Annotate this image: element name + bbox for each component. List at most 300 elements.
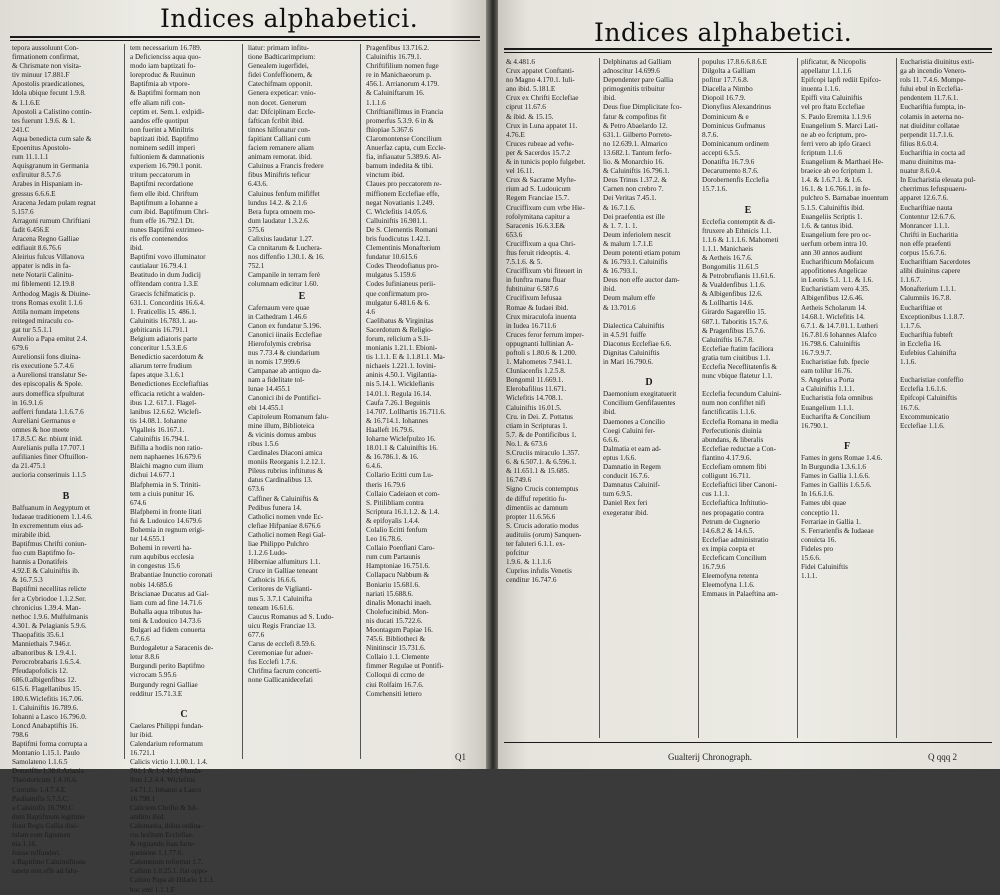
index-entry-line: populus 17.8.6.6.8.6.E — [702, 58, 767, 66]
index-entry-line: Theodoricum 1.4.16.6. — [12, 776, 78, 785]
index-entry-line: Chriftifilium nomen fuge — [366, 62, 439, 71]
index-entry-line: Ecclefia contemptit & di- — [702, 217, 776, 226]
index-entry-line: nos diffenfio 1.30.1. & 16. — [248, 253, 325, 262]
index-entry-line: Ferrariae in Gallia 1. — [801, 517, 861, 526]
index-entry-line: 1.9.6. & 1.1.1.6 — [506, 558, 552, 567]
index-entry-line: Dorobernenfis Ecclefia — [702, 176, 769, 185]
index-entry-line: 180.6.Wiclefitis 16.7.06. — [12, 694, 84, 703]
index-entry-line: 14.01.1. Regula 16.14. — [366, 389, 432, 398]
index-entry-line: tes fuerunt 1.9.6. & 1. — [12, 116, 76, 125]
index-entry-line: 1.1.1. — [801, 572, 818, 581]
index-entry-line: nariati 15.688.6. — [366, 589, 414, 598]
index-entry-line: Baptifmi vovo illuminator — [130, 253, 206, 262]
index-entry-line: Aurelianis pulla 17.707.1 — [12, 444, 86, 453]
index-entry-line: Eucharistiae fub. fpecie — [801, 358, 870, 367]
index-entry-line: Comrhensiti lettero — [366, 689, 422, 698]
index-entry-line: fatur & compofitus fit — [603, 112, 667, 121]
index-entry-line: Catholici nomen vnde Ec- — [248, 512, 324, 521]
index-entry-line: Ecclefiae ftatim faciliora — [702, 344, 774, 353]
index-entry-line: Calisto Papa ab Hilario 1.1.1. — [130, 876, 215, 885]
index-entry-line: S. Ferrarienfis & Iudaeae — [801, 526, 874, 535]
section-letter: F — [843, 440, 851, 452]
index-entry-line: Claromontense Concilium — [366, 134, 442, 143]
index-entry-line: Vigalleis 16.167.1. — [130, 425, 185, 434]
index-entry-line: Crux ex Chrifti Ecclefiae — [506, 94, 579, 103]
index-entry-line: nethoc 1.9.6. Mulfulmanis — [12, 612, 89, 621]
index-entry-line: 745.6. Bibliotheci & — [366, 635, 426, 644]
index-entry-line: Hamptoniae 16.751.6. — [366, 562, 430, 571]
index-entry-line: & 11.651.1 & 15.685. — [506, 467, 570, 476]
index-entry-line: ris executione 5.7.4.6 — [12, 362, 74, 371]
index-entry-line: manu diuinitus ma- — [900, 158, 956, 167]
index-entry-line: Signo Crucis contemptus — [506, 485, 579, 494]
index-entry-line: Deum inferiolem nescit — [603, 230, 671, 239]
index-entry-line: chronicius 1.39.4. Man- — [12, 603, 81, 612]
index-entry-line: Benedictio sacerdotum & — [130, 353, 204, 362]
index-entry-line: nia 1.16. — [12, 840, 37, 849]
index-entry-line: lio. & Monarchio 16. — [603, 158, 664, 167]
index-entry-line: Ioharne Wiclefpulzo 16. — [366, 435, 436, 444]
index-entry-line: & Caluiniftis 16.796.1. — [603, 167, 670, 176]
index-entry-line: Contentur 12.6.7.6. — [900, 212, 956, 221]
index-entry-line: Claues pro peccatorem re- — [366, 180, 442, 189]
left-column-divider-2 — [242, 44, 243, 759]
index-entry-line: Carus de ecclefi 8.59.6. — [248, 640, 316, 648]
index-entry-line: 1.1.6. — [900, 358, 917, 367]
right-column-2 — [603, 58, 695, 738]
index-entry-line: & ibid. & 15.15. — [506, 112, 554, 121]
index-entry-line: Diacella a Nimbo — [702, 85, 753, 94]
index-entry-line: a Caluinifis 16.790.C — [12, 803, 74, 812]
index-entry-line: nuatur 8.6.0.4. — [900, 167, 942, 176]
index-entry-line: tinnos hilfonatur con- — [248, 125, 311, 134]
index-entry-line: redditur 15.71.3.E — [130, 689, 183, 698]
index-entry-line: Campanile in terram ferè — [248, 271, 321, 280]
index-entry-line: & 16.7.1.6. — [603, 203, 636, 212]
index-entry-line: Canonici ibi de Pontifici- — [248, 394, 321, 403]
index-entry-line: cus 1.1.1. — [702, 490, 730, 499]
index-entry-line: & 16.714.1. Iohannes — [366, 416, 429, 425]
index-entry-line: Brabantiae Inunctio coronati — [130, 571, 213, 580]
index-entry-line: 1.1.1.6 — [366, 98, 386, 107]
index-entry-line: Caluinitis 16.783.1. au- — [130, 316, 198, 325]
index-entry-line: Dignitas Caluiniftis — [603, 349, 660, 357]
right-column-divider-3 — [797, 58, 798, 738]
index-entry-line: inuenta 1.1.6. — [801, 85, 841, 94]
index-entry-line: Baptifmi forma corrupta a — [12, 740, 88, 749]
index-entry-line: De S. Clementis Romani — [366, 225, 438, 234]
index-entry-line: Moontagum Papiae 16. — [366, 626, 433, 634]
index-entry-line: braeice ab eo fcriptum 1. — [801, 167, 873, 176]
index-entry-line: Bera fupra omnem mo- — [248, 207, 316, 216]
index-entry-line: 6.4.6. — [366, 462, 383, 471]
index-entry-line: teni & Ludouico 14.73.6 — [130, 616, 201, 625]
index-entry-line: Pauliamifis 5.7.5.C. — [12, 794, 70, 803]
index-entry-line: Pragenfibus 13.716.2. — [366, 44, 430, 52]
index-entry-line: Manniethais 7.946.r. — [12, 640, 72, 648]
index-entry-line: Aracena Regno Galliae — [12, 234, 80, 243]
index-entry-line: Briscianae Ducatus ad Gal- — [130, 589, 209, 598]
index-entry-line: Exceptionibus 1.1.8.7. — [900, 312, 965, 321]
index-entry-line: conuicta 16. — [801, 535, 837, 544]
index-entry-line: da 21.475.1 — [12, 462, 46, 471]
index-entry-line: 1. Fraticellis 15. 486.1. — [130, 307, 197, 316]
index-entry-line: aurs domeffica sfpulturat — [12, 389, 85, 398]
index-entry-line: Ceritores de Viglianti- — [248, 585, 313, 594]
index-entry-line: 16.7.81.6 Iohannes Alafco — [801, 330, 877, 339]
index-entry-line: Calumniis 16.7.8. — [900, 294, 952, 303]
index-entry-line: Ecclefiaftica Inftitutio- — [702, 499, 769, 508]
index-entry-line: fui & Ludouico 14.679.6 — [130, 516, 202, 525]
index-entry-line: Concilium Genfifauentes — [603, 399, 676, 408]
index-entry-line: & Chrismate non visita- — [12, 62, 82, 71]
index-entry-line: & Petro Abaelardo 12. — [603, 121, 668, 130]
index-entry-line: Monrancer 1.1.1. — [900, 221, 950, 230]
index-entry-line: mine illum, Biblioteica — [248, 421, 315, 430]
section-letter: E — [298, 290, 306, 302]
index-entry-line: Ecclefiae administratio — [702, 535, 769, 544]
index-entry-line: 456.1. Arrianorum 4.179. — [366, 80, 440, 89]
index-entry-line: Codes Iufinianeus perii- — [366, 280, 436, 289]
index-entry-line: Euangeliis Scriptis 1. — [801, 212, 863, 221]
index-entry-line: modo iam baptizati fo- — [130, 62, 196, 71]
index-entry-line: Calluiniftis 16.981.1. — [366, 216, 428, 225]
index-entry-line: 1.1.6.7. — [900, 276, 922, 285]
index-entry-line: Eucharistiam vero 4.35. — [801, 285, 870, 294]
index-entry-line: fidei Confeffionem, & — [248, 71, 313, 80]
index-entry-line — [603, 367, 695, 376]
index-entry-line: vel 16.11. — [506, 167, 535, 176]
index-entry-line: vicrocam 5.95.6 — [130, 671, 177, 680]
index-entry-line: No.1. & 673.6 — [506, 439, 548, 448]
index-entry-line: 16.721.1 — [130, 749, 156, 758]
index-entry-line: Epifcopi Caluiniftis — [900, 394, 957, 403]
index-entry-line: Genera expeticar: vnio- — [248, 89, 316, 98]
index-entry-line: 4.76.E — [506, 130, 525, 139]
index-entry-line: Crux in Luna appatet 11. — [506, 121, 578, 130]
index-entry-line: oppugnanti Iullinian A- — [506, 339, 574, 348]
index-entry-line: & epifoyalis 1.4.4. — [366, 516, 420, 525]
index-entry-line: Euchariftia fumpta, in- — [900, 103, 966, 112]
index-entry-line: 5.157.6 — [12, 207, 34, 216]
index-entry-line: fus Ecclefi 1.7.6. — [248, 658, 297, 667]
index-entry-line: fundatur 10.615.6 — [366, 253, 418, 262]
index-entry-line: 16.790.1. — [801, 421, 828, 430]
index-entry-line: 677.6 — [248, 630, 265, 639]
index-entry-line: Saracenis 16.6.3.E& — [506, 221, 566, 230]
index-entry-line: fiem elle ibid. Chriftum — [130, 189, 199, 198]
index-entry-line: ftus feruit rideoptis. 4. — [506, 248, 571, 257]
index-entry-line: fapes atque 3.1.6.1 — [130, 371, 185, 380]
index-entry-line: in nomis 17.999.6 — [248, 358, 300, 367]
index-entry-line: Canonici iinaiis Ecclefiae — [248, 330, 322, 339]
index-entry-line: quenione 1.1.77.6. — [130, 849, 184, 858]
index-entry-line: no Magno 4.170.1. Iuli- — [506, 76, 575, 85]
index-entry-line: Eleemofyna retenta — [702, 572, 759, 581]
index-entry-line: conceritur 1.5.3.E.6 — [130, 344, 187, 353]
index-entry-line: & 16.793.1. — [603, 267, 638, 276]
index-entry-line: 16.798.1 — [130, 794, 156, 803]
index-entry-line: Boniariu 15.681.6. — [366, 580, 420, 589]
index-entry-line: Euchariftiae et — [900, 303, 943, 312]
index-entry-line: C. Wiclefitis 14.05.6. — [366, 207, 428, 216]
index-entry-line: Excommunicatio — [900, 412, 950, 421]
index-entry-line: Albigenfibus 12.6.46. — [801, 294, 864, 303]
index-entry-line: 14.68.1. Wiclefitis 14. — [801, 312, 865, 321]
index-entry-line: albanoribus & 1.9.4.1. — [12, 649, 77, 658]
index-entry-line: dum laudatur 1.3.2.6. — [248, 216, 310, 225]
index-entry-line: & Lollhartis 14.6. — [702, 299, 754, 308]
index-entry-line: fhiopiae 5.367.6 — [366, 125, 413, 134]
index-entry-line: no 12.639.1. Almarico — [603, 139, 668, 148]
index-entry-line: letur 8.8.6 — [130, 653, 160, 662]
index-entry-line: Euangelium S. Marci Lati- — [801, 121, 879, 130]
index-entry-line: Ecclefiaftici liber Canoni- — [702, 481, 778, 490]
index-entry-line: Samolateno 1.1.6.5 — [12, 758, 68, 767]
index-entry-line: 6.7.6.6 — [130, 635, 150, 644]
index-entry-line: tulam eum figtumen — [12, 830, 71, 839]
index-entry-line: & in tunicis poplo fulgebet. — [506, 158, 586, 167]
index-entry-line: fiantino 4.17.9.6. — [702, 453, 752, 462]
right-page — [498, 0, 1000, 769]
index-entry-line: Ecclefia fecundum Caluini- — [702, 390, 782, 399]
index-entry-line: appofitiones Angelicae — [801, 267, 868, 276]
index-entry-line: Calumania, dolus ordina- — [130, 821, 203, 830]
index-entry-line: tem a ciuis punitur 16. — [130, 489, 195, 498]
index-entry-line: Damnatio in Regem — [603, 463, 661, 472]
index-entry-line: lanibus 12.6.62. Wiclefi- — [130, 407, 202, 416]
index-entry-line: vel pro ftatu Ecclefiae — [801, 103, 865, 112]
index-entry-line: nominem sedill imperi — [130, 144, 196, 153]
index-entry-line — [603, 313, 695, 322]
index-entry-line: non fuerint a Miniltris — [130, 125, 194, 134]
index-entry-line: bris fuodicutus 1.42.1. — [366, 234, 431, 243]
index-entry-line: 14.707. Lollhartis 16.711.6. — [366, 407, 446, 416]
index-entry-line: 13.682.1. Tantum ferfo- — [603, 148, 672, 157]
index-entry-line: 4.301. & Pelagianis 5.9.6. — [12, 621, 87, 630]
left-header-rule-2 — [10, 40, 480, 41]
index-entry-line: Epoenitus Apostolo- — [12, 144, 71, 153]
index-entry-line: omnes & hoe meete — [12, 425, 70, 434]
index-entry-line — [702, 194, 794, 203]
index-entry-line: Arthodog Magis & Diuine- — [12, 289, 91, 298]
index-entry-line: fibus Miniftris teficur — [248, 171, 311, 180]
index-entry-line: fului ebul in Ecclefia- — [900, 85, 963, 94]
index-entry-line: in Mari 16.790.6. — [603, 358, 654, 367]
index-entry-line: aandos effe quotiput — [130, 116, 189, 125]
index-entry-line: Epiffi vita Caluiniftis — [801, 94, 863, 103]
index-entry-line: Cru. in Dei. Z. Pottatus — [506, 412, 573, 421]
right-column-4 — [801, 58, 893, 738]
right-header-rule — [504, 48, 992, 50]
index-entry-line: 1.6. & tantus ibid. — [801, 221, 853, 230]
index-entry-line: & 1.1.6.E — [12, 98, 40, 107]
index-entry-line: primogenitis tribuitur — [603, 85, 665, 94]
index-entry-line: & Vualdenfibus 1.1.6. — [702, 281, 766, 290]
index-entry-line: tritum peccatorum in — [130, 171, 191, 180]
index-entry-line: Eucharistia diuinitus exti- — [900, 58, 975, 66]
index-entry-line: Fames in Galliis 1.6.5.6. — [801, 481, 872, 490]
index-entry-line: fiunt Regis Gallia dixi- — [12, 821, 79, 830]
index-entry-line: experiem 16.790.1 ponit. — [130, 162, 203, 171]
index-entry-line: 653.6 — [506, 230, 523, 239]
index-entry-line: fanctificatiis 1.1.6. — [702, 408, 756, 417]
index-entry-line: Deus Trinus 1.37.2. & — [603, 176, 667, 185]
index-entry-line: rum aqubibus ecclesia — [130, 553, 194, 562]
index-entry-line: 241.C — [12, 125, 30, 134]
index-entry-line: Arabes in Hispaniam in- — [12, 180, 83, 189]
index-entry-line: Ninitinscir 15.731.6. — [366, 644, 426, 653]
index-entry-line: Daemones a Concilio — [603, 417, 665, 426]
index-entry-line: Loncd Anabaptiftis 16. — [12, 721, 79, 730]
index-entry-line: 679.6 — [12, 344, 29, 353]
index-entry-line: promerfus 5.3.9. 6 in & — [366, 116, 434, 125]
index-entry-line: amlitto ibid. — [130, 812, 166, 821]
index-entry-line: Aquisgranum in Germania — [12, 162, 89, 171]
index-entry-line: Caluinus a Francis fredere — [248, 162, 324, 171]
index-entry-line: Caluiniftis 16.794.1. — [130, 435, 190, 444]
index-entry-line: ann 30 annos audiunt — [801, 248, 863, 257]
index-entry-line: Attila nomam impetens — [12, 307, 80, 316]
index-entry-line: cherrimus Iefuspuaeru- — [900, 185, 967, 194]
index-entry-line: tione Badticarimprium: — [248, 53, 316, 62]
index-entry-line: des episcopalis & Spole. — [12, 380, 83, 389]
index-entry-line: Cafernaum vere quae — [248, 303, 310, 312]
index-entry-line: Dependenter pare Gallia — [603, 76, 674, 85]
index-entry-line: Bohemia in regnum erigi- — [130, 525, 205, 534]
index-entry-line: 1.4. & 1.6.7.1. & 1.6. — [801, 176, 863, 185]
index-entry-line — [130, 699, 238, 708]
index-entry-line: & Aetheis 16.7.6. — [702, 253, 753, 262]
index-entry-line: plificatur, & Nicopolis — [801, 58, 866, 66]
index-entry-line: Eucharistiae confeffio — [900, 376, 964, 385]
index-entry-line: 701.1 & 1.4.41.1 Flanda- — [130, 767, 203, 776]
index-entry-line: re in Manichaeorum p. — [366, 71, 432, 80]
index-entry-line: Diopoil 16.7.9. — [702, 94, 746, 103]
index-entry-line: tur 14.655.1 — [130, 535, 165, 544]
index-entry-line: Callum 1.0.25.1. fiat oppo- — [130, 867, 209, 876]
left-page-footer: Q1 — [455, 752, 466, 762]
index-entry-line: Codes Theodofianus pro- — [366, 262, 439, 271]
index-entry-line: Buhalla aqua tributus ha- — [130, 607, 203, 616]
index-entry-line: Fames in gens Romae 1.4.6. — [801, 453, 883, 462]
index-entry-line: Collaio 1.1. Clemente — [366, 653, 430, 662]
index-entry-line: Ecclefia Romana in media — [702, 417, 779, 426]
index-entry-line: in Iudea 16.711.6 — [506, 321, 557, 330]
index-entry-line: Cruciffixum vbi fiteuert in — [506, 267, 583, 276]
index-entry-line: lundus 14.2. & 2.1.6 — [248, 198, 307, 207]
left-column-divider-1 — [124, 44, 125, 759]
index-entry-line: Wiclefitis 14.708.1. — [506, 394, 563, 403]
index-entry-line: audituiis (orum) Sanquen- — [506, 530, 582, 539]
index-entry-line: Belgium adiatoris parte — [130, 335, 198, 343]
index-entry-line: Ca cnnitarum & Luchera- — [248, 244, 323, 253]
index-entry-line: ris effe contenendos — [130, 234, 188, 243]
index-entry-line: 6. & 6.507.1. & 6.596.1. — [506, 458, 577, 467]
index-entry-line: 16.7.6. — [900, 403, 920, 412]
index-entry-line: ex impia coepta et — [702, 544, 755, 553]
index-entry-line: Fidei Caluiniftis — [801, 563, 848, 572]
index-entry-line: pendentem 11.7.6.1. — [900, 94, 959, 103]
index-entry-line: offitendam contra 1.3.E — [130, 280, 199, 289]
index-entry-line: Ecclefiam omnem fibi — [702, 463, 767, 472]
index-entry-line: vinctum ibid. — [366, 171, 405, 180]
index-entry-line: 1. Mahometes 7.941.1. — [506, 358, 572, 367]
index-entry-line: Bulgari ad fidem conuerta — [130, 626, 206, 634]
index-entry-line: Dilgolta a Galliam — [702, 67, 756, 76]
index-entry-line: 687.1. Taboritis 15.7.6. — [702, 317, 769, 326]
index-entry-line: Collapacu Nabbum & — [366, 571, 430, 580]
index-entry-line: Cuprius infulis Venetis — [506, 567, 572, 576]
index-entry-line: 16.7.9.6 — [702, 563, 726, 572]
index-entry-line: columnam edicitur 1.60. — [248, 280, 319, 289]
index-entry-line: pofcitur — [506, 549, 529, 558]
index-entry-line: Bongomil 11.669.1. — [506, 376, 564, 385]
index-entry-line: Scriptura 16.1.1.2. & 1.4. — [366, 507, 440, 516]
index-entry-line: ebi 14.455.1 — [248, 403, 284, 412]
index-entry-line: S. Paulo Eremita 1.1.9.6 — [801, 112, 872, 121]
section-letter: D — [645, 377, 653, 389]
index-entry-line: 1.1.7.6. — [900, 321, 922, 330]
index-entry-line: appellatur 1.1.1.6 — [801, 67, 852, 76]
index-entry-line: ano ibid. 5.181.E — [506, 85, 556, 94]
index-entry-line: rus hofitum Ecclefiae. — [130, 830, 194, 839]
index-entry-line: Caluiniftis 16.7.8. — [702, 335, 754, 344]
index-entry-line: filius 8.6.0.4. — [900, 139, 939, 148]
index-entry-line: Bongomilis 11.61.5 — [702, 262, 759, 271]
index-entry-line: ibid. — [603, 408, 616, 417]
index-entry-line: Dionyfius Alexandrinus — [702, 103, 771, 112]
index-entry-line: & Petrobrufianis 11.61.6. — [702, 272, 775, 281]
index-entry-line: fapitiant Calliani cum — [248, 134, 311, 143]
index-entry-line: in Ecclefia 16. — [900, 339, 942, 348]
index-entry-line: ga ab incendio Venero- — [900, 67, 967, 76]
index-entry-line: gratia tum ciuitibus 1.1. — [702, 353, 771, 362]
index-entry-line: Euangelium 1.1.1. — [801, 403, 854, 412]
index-entry-line: trons Romas exolit 1.1.6 — [12, 298, 83, 307]
right-column-divider-2 — [698, 58, 699, 738]
index-entry-line: & 13.701.6 — [603, 303, 636, 312]
index-entry-line: Baptifmi recordatione — [130, 180, 194, 189]
index-entry-line: Caluinus fenfum mififfet — [248, 189, 320, 198]
index-entry-line: Burdogaletur a Saracenis de- — [130, 644, 214, 653]
index-entry-line: adnoscitur 14.699.6 — [603, 67, 660, 76]
right-page-footer-title: Gualterij Chronograph. — [668, 752, 752, 762]
index-entry-line: nus 7.73.4 & ciundarium — [248, 349, 320, 357]
index-entry-line: monianis 1.21.1. Ebioni- — [366, 344, 438, 353]
index-entry-line: Cruces rubeae ad vefte- — [506, 139, 575, 148]
index-entry-line: Daemonium exegitatuerit — [603, 390, 677, 399]
index-entry-line: Caliciem Chrifto & Iul- — [130, 803, 199, 812]
index-entry-line: In Eucharistia eleuata pul- — [900, 176, 976, 185]
index-entry-line: ter faluteri 6.1.1. ex- — [506, 539, 566, 548]
right-header-rule-2 — [504, 52, 992, 53]
index-entry-line: alibi diuinitus capere — [900, 267, 961, 276]
index-entry-line: mi fiblementi 12.19.8 — [12, 280, 75, 289]
index-entry-line: 4.92.E & Caluiniftis ib. — [12, 567, 80, 576]
section-letter: B — [62, 490, 70, 502]
index-entry-line: nunc vbique flatetur 1.1. — [702, 372, 773, 381]
index-entry-line: Aracena Jedam pulam regnat — [12, 198, 96, 207]
index-entry-line: dimentiis ac damnum — [506, 503, 568, 512]
index-entry-line: 6.7.1. & 14.7.01.1. Lutheri — [801, 321, 879, 330]
index-entry-line — [801, 431, 893, 440]
left-column-2 — [130, 44, 238, 894]
index-entry-line: conceptio 11. — [801, 508, 840, 517]
index-entry-line: Iohanni a Lasco 16.796.0. — [12, 712, 87, 721]
index-entry-line: tanete non effe ad falu- — [12, 867, 79, 876]
index-entry-line: Baptifmus Chrifti coniun- — [12, 539, 87, 548]
